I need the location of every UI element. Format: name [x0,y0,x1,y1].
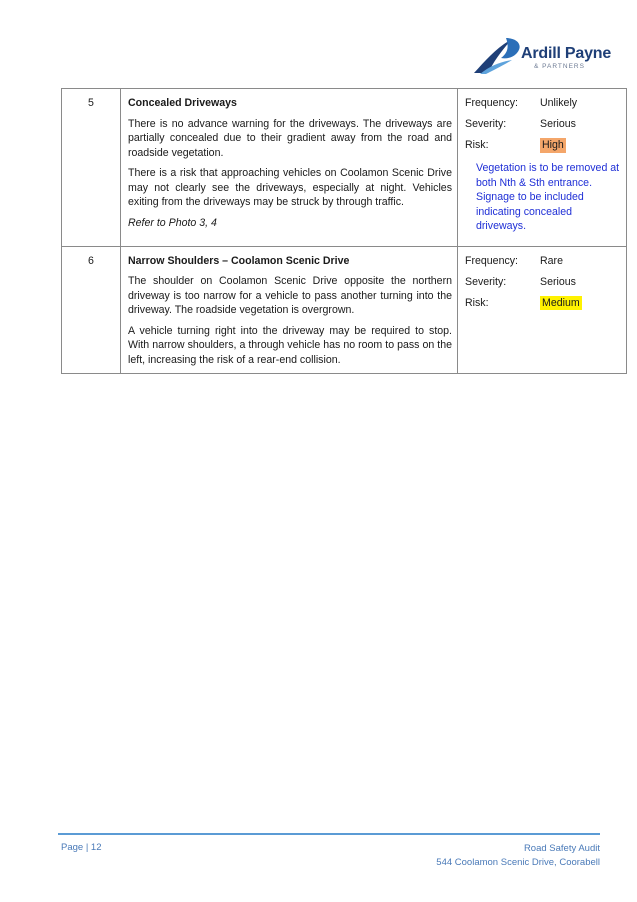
footer-doc-title: Road Safety Audit [523,843,600,854]
severity-value: Serious [540,275,576,288]
risk-assessment [458,246,627,374]
finding-paragraph: The shoulder on Coolamon Scenic Drive opposite the northern driveway is too narrow for a vehicle to pass another turning into the driveway. The roadside vegetation is overgrown. [128,275,452,316]
finding-paragraph: A vehicle turning right into the driveway may be required to stop. With narrow shoulders, a through vehicle has no room to pass on the left, increasing the risk of a rear-end collision. [128,324,452,366]
audit-findings-table [61,88,627,374]
risk-label: Risk: [465,296,489,309]
finding-title: Narrow Shoulders – Coolamon Scenic Drive [128,254,350,267]
table-row [62,246,627,374]
risk-assessment [458,89,627,247]
severity-line [465,117,622,138]
logo-subtitle: & PARTNERS [534,63,585,70]
finding-description [121,246,458,374]
company-logo [472,36,612,76]
item-number: 5 [62,89,121,247]
frequency-label: Frequency: [465,97,518,109]
finding-paragraph: There is a risk that approaching vehicles on Coolamon Scenic Drive may not clearly see the driveways, especially at night. Vehicles exiting from the driveways may be struck by through traffic. [128,167,452,208]
finding-paragraph: There is no advance warning for the driveways. The driveways are partially concealed due to their gradient away from the road and roadside vegetation. [128,117,452,159]
photo-reference: Refer to Photo 3, 4 [128,216,217,229]
finding-description [121,89,458,247]
footer-document-info [436,842,600,870]
page-number: Page | 12 [61,842,102,853]
frequency-label: Frequency: [465,254,518,267]
severity-label: Severity: [465,275,507,288]
table-row [62,89,627,247]
frequency-value: Unlikely [540,97,578,109]
footer-address: 544 Coolamon Scenic Drive, Coorabell [436,857,600,868]
frequency-line [465,254,622,275]
risk-line [465,138,622,159]
severity-label: Severity: [465,118,507,130]
risk-value-badge: High [542,139,564,151]
footer-divider [58,833,600,835]
logo-name: Ardill Payne [521,45,612,62]
severity-line [465,275,622,296]
mitigation-note: Vegetation is to be removed at both Nth & Sth entrance. Signage to be included indicating concealed driveways. [476,162,620,232]
item-number: 6 [62,246,121,374]
severity-value: Serious [540,118,576,130]
finding-title: Concealed Driveways [128,97,237,109]
ardill-payne-logo-icon [472,36,524,76]
risk-label: Risk: [465,139,489,151]
frequency-value: Rare [540,254,563,267]
risk-line [465,296,622,317]
frequency-line [465,96,622,117]
risk-value-badge: Medium [542,296,580,309]
